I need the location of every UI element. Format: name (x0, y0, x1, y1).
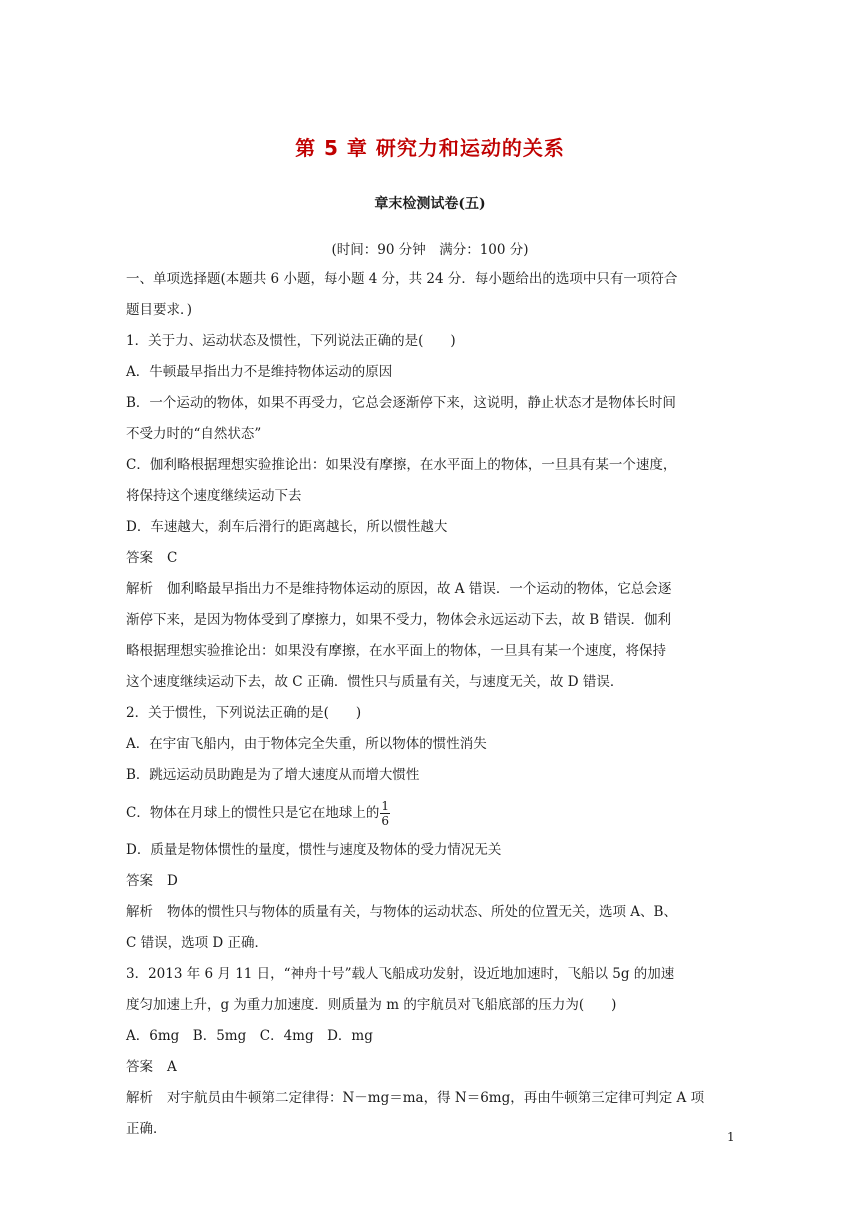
fraction-denominator: 6 (381, 814, 389, 828)
section-heading-line: 一、单项选择题(本题共 6 小题，每小题 4 分，共 24 分．每小题给出的选项中只有一项符合 (126, 271, 678, 287)
question-1-answer (126, 543, 738, 574)
question-3-stem: 3．2013 年 6 月 11 日，“神舟十号”载人飞船成功发射，设近地加速时，飞船以 5g 的加速 (126, 966, 675, 982)
question-2-option-a: A．在宇宙飞船内，由于物体完全失重，所以物体的惯性消失 (126, 736, 487, 752)
question-3-analysis-cont: 正确． (126, 1121, 167, 1137)
question-3-stem-cont: 度匀加速上升，g 为重力加速度．则质量为 m 的宇航员对飞船底部的压力为( ) (126, 997, 617, 1013)
question-1-stem: 1．关于力、运动状态及惯性，下列说法正确的是( ) (126, 333, 456, 349)
answer-value: C (167, 550, 178, 566)
answer-label: 答案 (126, 873, 153, 889)
question-1-analysis-cont: 这个速度继续运动下去，故 C 正确．惯性只与质量有关，与速度无关，故 D 错误． (126, 674, 624, 690)
question-2-analysis-cont: C 错误，选项 D 正确． (126, 935, 269, 951)
page-number: 1 (727, 1130, 735, 1144)
question-2-option-d: D．质量是物体惯性的量度，惯性与速度及物体的受力情况无关 (126, 842, 502, 858)
question-2-answer (126, 866, 738, 897)
option-c-text: C．物体在月球上的惯性只是它在地球上的 (126, 805, 380, 821)
question-2-stem: 2．关于惯性，下列说法正确的是( ) (126, 705, 362, 721)
fraction (380, 799, 390, 828)
question-2-analysis (126, 897, 738, 928)
question-1-analysis (126, 574, 738, 605)
question-1-option-a: A．牛顿最早指出力不是维持物体运动的原因 (126, 364, 393, 380)
analysis-text: 对宇航员由牛顿第二定律得：N－mg＝ma，得 N＝6mg，再由牛顿第三定律可判定 A 项 (167, 1090, 705, 1106)
chapter-title: 第 5 章 研究力和运动的关系 (295, 136, 565, 160)
answer-label: 答案 (126, 1059, 153, 1075)
question-2-option-b: B．跳远运动员助跑是为了增大速度从而增大惯性 (126, 767, 420, 783)
analysis-text: 伽利略最早指出力不是维持物体运动的原因，故 A 错误．一个运动的物体，它总会逐 (167, 581, 672, 597)
question-3-options: A．6mg B．5mg C．4mg D．mg (126, 1028, 373, 1044)
question-1-option-b-cont: 不受力时的“自然状态” (126, 426, 262, 442)
question-1-option-b: B．一个运动的物体，如果不再受力，它总会逐渐停下来，这说明，静止状态才是物体长时间 (126, 395, 676, 411)
exam-subtitle: 章末检测试卷(五) (374, 196, 486, 212)
answer-value: A (167, 1059, 177, 1075)
section-heading-line: 题目要求．) (126, 302, 193, 318)
question-2-option-c (126, 791, 738, 835)
question-1-analysis-cont: 渐停下来，是因为物体受到了摩擦力，如果不受力，物体会永远运动下去，故 B 错误．伽利 (126, 612, 672, 628)
question-1-analysis-cont: 略根据理想实验推论出：如果没有摩擦，在水平面上的物体，一旦具有某一个速度，将保持 (126, 643, 666, 659)
question-1-option-d: D．车速越大，刹车后滑行的距离越长，所以惯性越大 (126, 519, 448, 535)
question-3-analysis (126, 1083, 738, 1114)
question-1-option-c-cont: 将保持这个速度继续运动下去 (126, 488, 302, 504)
analysis-label: 解析 (126, 904, 153, 920)
fraction-numerator: 1 (381, 799, 389, 813)
analysis-label: 解析 (126, 1090, 153, 1106)
answer-value: D (167, 873, 178, 889)
exam-info: (时间：90 分钟 满分：100 分) (331, 242, 529, 258)
exam-content (126, 264, 738, 1145)
question-1-option-c: C．伽利略根据理想实验推论出：如果没有摩擦，在水平面上的物体，一旦具有某一个速度， (126, 457, 677, 473)
analysis-text: 物体的惯性只与物体的质量有关，与物体的运动状态、所处的位置无关，选项 A、B、 (167, 904, 677, 920)
answer-label: 答案 (126, 550, 153, 566)
analysis-label: 解析 (126, 581, 153, 597)
question-3-answer (126, 1052, 738, 1083)
